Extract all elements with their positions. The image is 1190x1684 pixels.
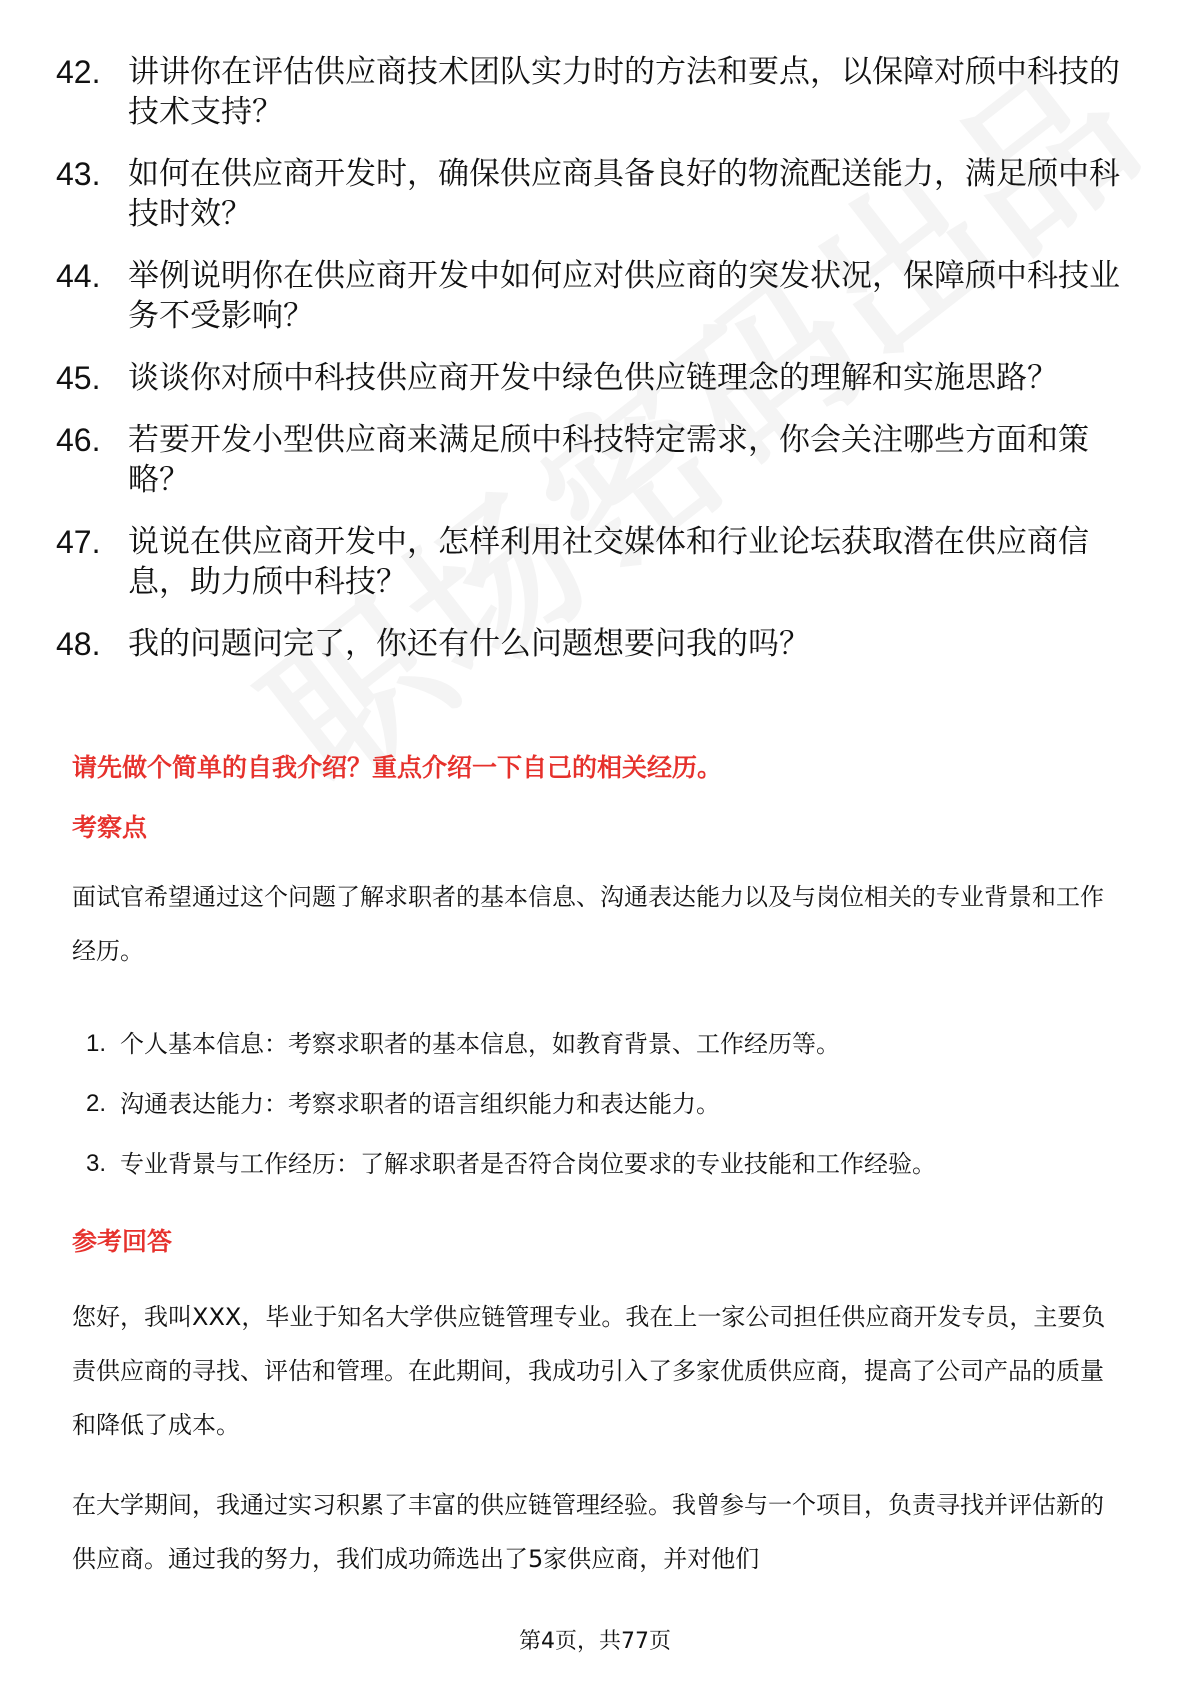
reference-paragraph: 您好，我叫XXX，毕业于知名大学供应链管理专业。我在上一家公司担任供应商开发专员，主要负责供应商的寻找、评估和管理。在此期间，我成功引入了多家优质供应商，提高了公司产品的质量和降低了成本。 <box>72 1303 1106 1439</box>
point-text: 个人基本信息：考察求职者的基本信息，如教育背景、工作经历等。 <box>120 1030 840 1058</box>
question-number: 43. <box>56 156 101 192</box>
question-item <box>56 358 1136 398</box>
question-text: 如何在供应商开发时，确保供应商具备良好的物流配送能力，满足颀中科技时效？ <box>128 156 1120 232</box>
page-footer: 第4页，共77页 <box>519 1629 671 1654</box>
inspect-label: 考察点 <box>72 813 148 842</box>
question-item <box>56 522 1136 602</box>
question-item <box>56 256 1136 336</box>
question-item <box>56 154 1136 234</box>
question-item <box>56 52 1136 132</box>
inspect-points-list <box>86 1026 1126 1206</box>
question-number: 47. <box>56 524 101 560</box>
question-text: 讲讲你在评估供应商技术团队实力时的方法和要点，以保障对颀中科技的技术支持？ <box>128 54 1120 130</box>
question-text: 若要开发小型供应商来满足颀中科技特定需求，你会关注哪些方面和策略？ <box>128 422 1089 498</box>
question-text: 谈谈你对颀中科技供应商开发中绿色供应链理念的理解和实施思路？ <box>128 360 1058 396</box>
point-text: 专业背景与工作经历：了解求职者是否符合岗位要求的专业技能和工作经验。 <box>120 1150 936 1178</box>
question-text: 举例说明你在供应商开发中如何应对供应商的突发状况，保障颀中科技业务不受影响？ <box>128 258 1120 334</box>
answer-question-title: 请先做个简单的自我介绍？重点介绍一下自己的相关经历。 <box>72 753 723 782</box>
question-text: 我的问题问完了，你还有什么问题想要问我的吗？ <box>128 626 810 662</box>
question-number: 45. <box>56 360 101 396</box>
point-number: 3. <box>86 1150 107 1177</box>
inspect-point <box>86 1086 1126 1122</box>
point-text: 沟通表达能力：考察求职者的语言组织能力和表达能力。 <box>120 1090 720 1118</box>
question-number: 48. <box>56 626 101 662</box>
point-number: 1. <box>86 1030 107 1057</box>
question-number: 42. <box>56 54 101 90</box>
question-list <box>56 52 1136 686</box>
inspect-point <box>86 1146 1126 1182</box>
question-item <box>56 420 1136 500</box>
question-number: 44. <box>56 258 101 294</box>
reference-paragraph: 在大学期间，我通过实习积累了丰富的供应链管理经验。我曾参与一个项目，负责寻找并评估新的供应商。通过我的努力，我们成功筛选出了5家供应商，并对他们 <box>72 1491 1104 1573</box>
inspect-point <box>86 1026 1126 1062</box>
inspect-intro: 面试官希望通过这个问题了解求职者的基本信息、沟通表达能力以及与岗位相关的专业背景和工作经历。 <box>72 883 1104 965</box>
point-number: 2. <box>86 1090 107 1117</box>
question-number: 46. <box>56 422 101 458</box>
question-item <box>56 624 1136 664</box>
reference-label: 参考回答 <box>72 1227 173 1256</box>
question-text: 说说在供应商开发中，怎样利用社交媒体和行业论坛获取潜在供应商信息，助力颀中科技？ <box>128 524 1089 600</box>
